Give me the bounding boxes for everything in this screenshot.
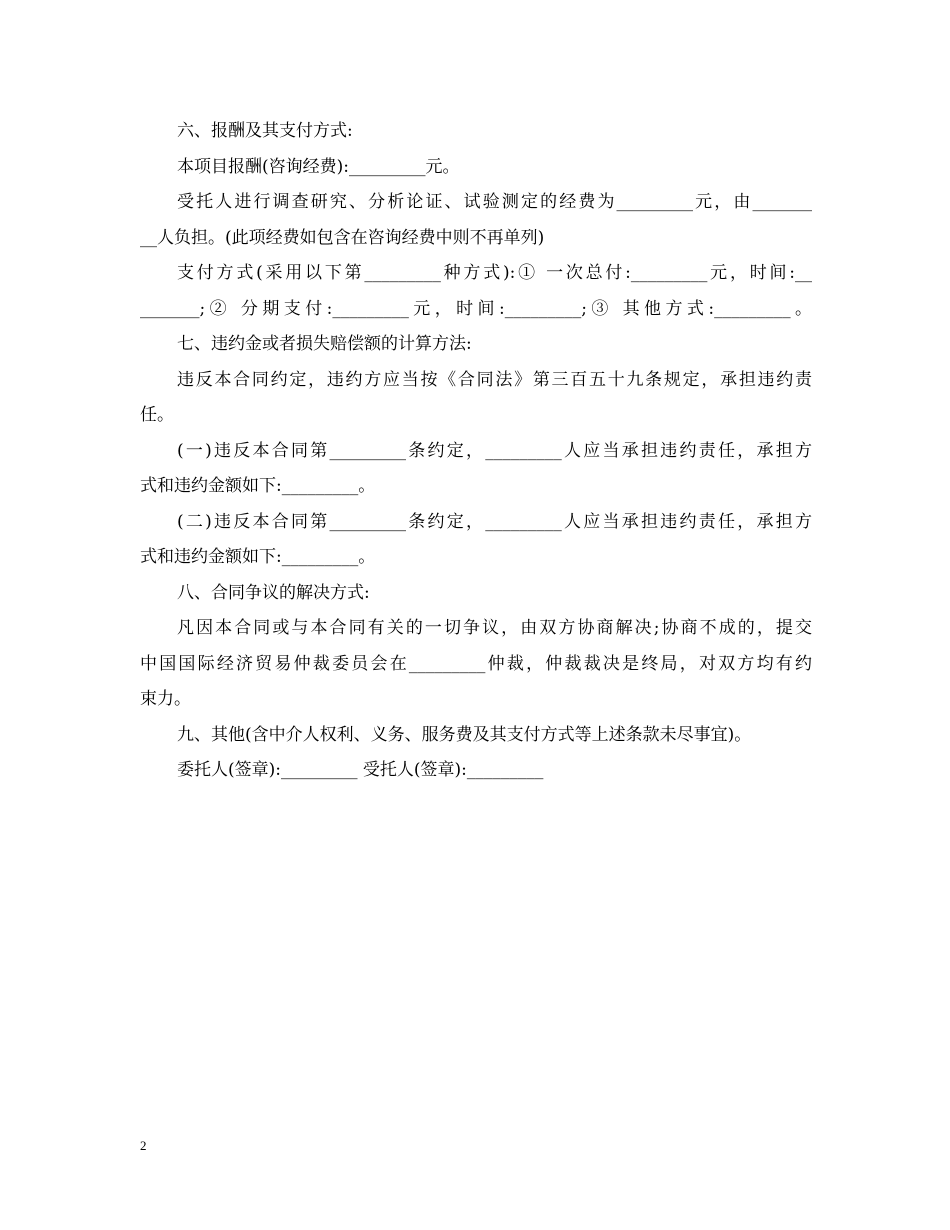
breach-clause-line-2: 任。 [140, 405, 174, 425]
dispute-clause-line-3: 束力。 [140, 689, 191, 709]
payment-method-line-1: 支付方式(采用以下第_________种方式):① 一次总付:_________元，时间:__ [177, 263, 812, 283]
research-cost-line-1: 受托人进行调查研究、分析论证、试验测定的经费为_________元，由_______ [177, 192, 812, 212]
research-cost-line-2: __人负担。(此项经费如包含在咨询经费中则不再单列) [140, 227, 545, 248]
payment-method-line-2: _______;② 分期支付:_________元，时间:_________;③ 其他方式:_________。 [140, 298, 812, 319]
section-6-heading: 六、报酬及其支付方式: [177, 121, 353, 141]
breach-item-2-line-1: (二)违反本合同第_________条约定，_________人应当承担违约责任，承担方 [177, 511, 812, 532]
breach-item-1-line-2: 式和违约金额如下:_________。 [140, 476, 376, 496]
breach-clause-line-1: 违反本合同约定，违约方应当按《合同法》第三百五十九条规定，承担违约责 [177, 369, 812, 390]
dispute-clause-line-1: 凡因本合同或与本合同有关的一切争议，由双方协商解决;协商不成的，提交 [177, 618, 812, 638]
breach-item-2-line-2: 式和违约金额如下:_________。 [140, 547, 376, 567]
breach-item-1-line-1: (一)违反本合同第_________条约定，_________人应当承担违约责任，承担方 [177, 440, 812, 461]
section-9-heading: 九、其他(含中介人权利、义务、服务费及其支付方式等上述条款未尽事宜)。 [177, 724, 752, 745]
dispute-clause-line-2: 中国国际经济贸易仲裁委员会在_________仲裁，仲裁裁决是终局，对双方均有约 [140, 653, 812, 674]
section-8-heading: 八、合同争议的解决方式: [177, 582, 370, 603]
project-fee-line: 本项目报酬(咨询经费):_________元。 [177, 156, 460, 177]
page-number: 2 [140, 1138, 147, 1153]
section-7-heading: 七、违约金或者损失赔偿额的计算方法: [177, 334, 472, 354]
signature-line: 委托人(签章):_________ 受托人(签章):_________ [177, 760, 544, 780]
contract-body [140, 114, 812, 789]
